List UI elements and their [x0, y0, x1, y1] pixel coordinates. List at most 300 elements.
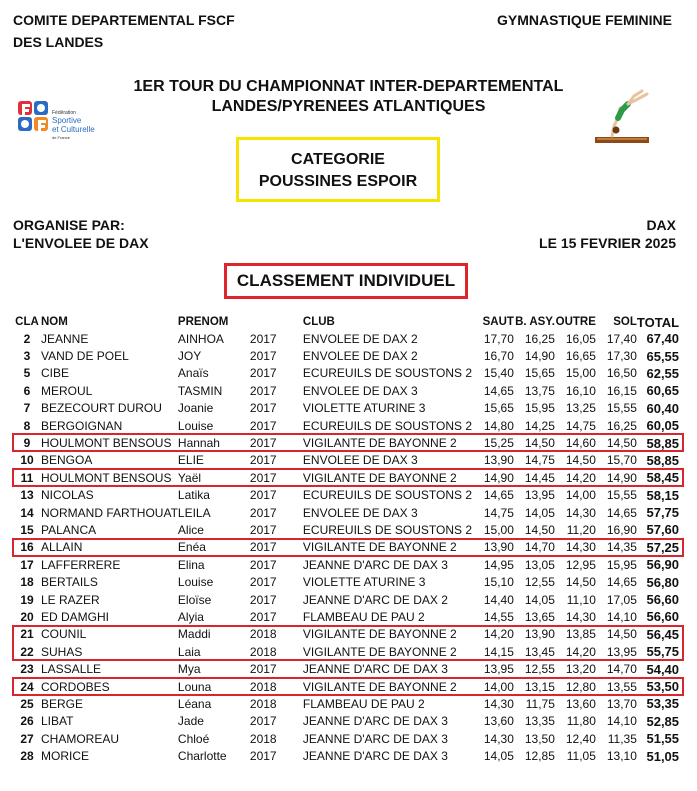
cell-total: 56,80	[646, 574, 680, 590]
cell-poutre: 14,30	[565, 540, 596, 555]
logo-caption-4: de France	[52, 135, 71, 140]
cell-prenom: Joanie	[177, 401, 214, 416]
cell-saut: 14,40	[483, 592, 514, 607]
table-header-row	[13, 314, 679, 330]
cell-sol: 15,55	[606, 488, 637, 503]
cell-year: 2017	[249, 488, 277, 503]
cell-sol: 16,50	[606, 366, 637, 381]
competition-title: 1ER TOUR DU CHAMPIONNAT INTER-DEPARTEMENTAL	[133, 78, 564, 95]
cell-club: VIGILANTE DE BAYONNE 2	[302, 540, 457, 555]
cell-cla: 8	[23, 418, 31, 433]
category-box	[236, 137, 440, 202]
cell-poutre: 14,50	[565, 575, 596, 590]
cell-sol: 13,10	[606, 749, 637, 764]
cell-nom: BERGOIGNAN	[41, 418, 123, 433]
cell-sol: 14,65	[606, 505, 637, 520]
cell-club: ECUREUILS DE SOUSTONS 2	[302, 366, 473, 381]
cell-saut: 17,70	[483, 331, 514, 346]
cell-saut: 15,10	[483, 575, 514, 590]
cell-club: FLAMBEAU DE PAU 2	[302, 609, 425, 624]
cell-cla: 16	[20, 540, 34, 555]
cell-poutre: 14,50	[565, 453, 596, 468]
organiser-name: L'ENVOLEE DE DAX	[13, 235, 149, 251]
cell-year: 2017	[249, 522, 277, 537]
cell-asy: 13,90	[524, 627, 555, 642]
cell-saut: 14,80	[483, 418, 514, 433]
cell-prenom: Eloïse	[177, 592, 212, 607]
cell-cla: 9	[23, 436, 31, 451]
cell-year: 2017	[249, 662, 277, 677]
cell-sol: 14,90	[606, 470, 637, 485]
cell-poutre: 11,05	[566, 749, 596, 764]
cell-nom: BERGE	[41, 696, 84, 711]
cell-prenom: Léana	[177, 696, 212, 711]
cell-saut: 13,60	[483, 714, 514, 729]
cell-total: 56,45	[646, 626, 680, 642]
cell-prenom: Louna	[177, 679, 212, 694]
cell-cla: 3	[23, 349, 31, 364]
cell-poutre: 13,60	[565, 696, 596, 711]
cell-year: 2017	[249, 470, 277, 485]
cell-nom: NORMAND FARTHOUAT	[41, 505, 178, 520]
cell-saut: 13,95	[483, 662, 514, 677]
cell-saut: 14,15	[483, 644, 514, 659]
cell-prenom: Jade	[177, 714, 204, 729]
cell-cla: 27	[20, 731, 34, 746]
cell-saut: 14,65	[483, 383, 514, 398]
table-row	[13, 521, 679, 538]
cell-nom: BENGOA	[41, 453, 93, 468]
cell-year: 2017	[249, 749, 277, 764]
cell-saut: 15,00	[483, 522, 514, 537]
cell-prenom: Chloé	[177, 731, 210, 746]
cell-club: ENVOLEE DE DAX 2	[302, 349, 418, 364]
cell-year: 2017	[249, 575, 277, 590]
cell-club: JEANNE D'ARC DE DAX 3	[302, 749, 448, 764]
cell-poutre: 13,25	[565, 401, 596, 416]
cell-year: 2017	[249, 609, 277, 624]
cell-asy: 14,90	[524, 349, 555, 364]
event-date: LE 15 FEVRIER 2025	[539, 235, 676, 251]
cell-club: ENVOLEE DE DAX 3	[302, 453, 418, 468]
cell-sol: 14,50	[606, 627, 637, 642]
cell-prenom: Anaïs	[177, 366, 209, 381]
cell-club: JEANNE D'ARC DE DAX 2	[302, 592, 448, 607]
cell-year: 2017	[249, 436, 277, 451]
cell-asy: 13,95	[524, 488, 555, 503]
cell-club: ENVOLEE DE DAX 3	[302, 383, 418, 398]
cell-prenom: TASMIN	[177, 383, 223, 398]
cell-poutre: 16,65	[565, 349, 596, 364]
cell-poutre: 11,20	[566, 522, 596, 537]
cell-asy: 11,75	[525, 696, 555, 711]
cell-cla: 5	[23, 366, 31, 381]
cell-total: 57,60	[646, 522, 680, 538]
cell-saut: 13,90	[483, 540, 514, 555]
fscf-logo	[18, 101, 118, 143]
cell-asy: 14,25	[524, 418, 555, 433]
col-cla: CLA	[15, 316, 39, 328]
cell-total: 56,60	[646, 609, 680, 625]
cell-nom: PALANCA	[41, 522, 97, 537]
cell-total: 67,40	[646, 331, 680, 347]
cell-poutre: 12,40	[565, 731, 596, 746]
organiser-label: ORGANISE PAR:	[13, 217, 125, 233]
cell-sol: 11,35	[607, 731, 637, 746]
cell-asy: 13,65	[524, 609, 555, 624]
cell-nom: LE RAZER	[41, 592, 100, 607]
highlight-box	[12, 468, 684, 487]
cell-cla: 17	[20, 557, 34, 572]
cell-prenom: Latika	[177, 488, 210, 503]
cell-sol: 14,65	[606, 575, 637, 590]
cell-saut: 14,05	[483, 749, 514, 764]
cell-nom: VAND DE POEL	[41, 349, 129, 364]
cell-total: 54,40	[646, 661, 680, 677]
cell-sol: 16,15	[606, 383, 637, 398]
cell-sol: 14,10	[606, 714, 637, 729]
cell-asy: 13,35	[524, 714, 555, 729]
col-saut: SAUT	[482, 316, 514, 328]
cell-club: JEANNE D'ARC DE DAX 3	[302, 662, 448, 677]
cell-total: 55,75	[646, 644, 680, 660]
cell-sol: 13,55	[606, 679, 637, 694]
cell-cla: 28	[20, 749, 34, 764]
highlight-box	[12, 538, 684, 557]
cell-poutre: 14,75	[565, 418, 596, 433]
cell-nom: BEZECOURT DUROU	[41, 401, 162, 416]
table-row	[13, 487, 679, 504]
logo-caption-2: Sportive	[52, 116, 82, 125]
cell-nom: MEROUL	[41, 383, 93, 398]
table-row	[13, 695, 679, 712]
cell-asy: 12,55	[524, 662, 555, 677]
table-row	[13, 365, 679, 382]
cell-saut: 15,40	[483, 366, 514, 381]
cell-club: JEANNE D'ARC DE DAX 3	[302, 557, 448, 572]
cell-sol: 16,90	[606, 522, 637, 537]
cell-saut: 14,55	[483, 609, 514, 624]
cell-cla: 2	[23, 331, 31, 346]
committee-region: DES LANDES	[13, 34, 104, 50]
table-row	[13, 591, 679, 608]
table-row	[13, 347, 679, 364]
cell-prenom: Elina	[177, 557, 205, 572]
highlight-box	[12, 433, 684, 452]
cell-sol: 14,70	[606, 662, 637, 677]
cell-total: 53,50	[646, 679, 680, 694]
highlight-box	[12, 677, 684, 696]
cell-total: 60,05	[646, 418, 680, 434]
cell-poutre: 14,60	[565, 436, 596, 451]
cell-nom: CIBE	[41, 366, 70, 381]
cell-year: 2017	[249, 366, 277, 381]
cell-prenom: Charlotte	[177, 749, 227, 764]
cell-sol: 17,40	[606, 331, 637, 346]
cell-prenom: Mya	[177, 662, 201, 677]
cell-poutre: 14,20	[565, 470, 596, 485]
cell-saut: 14,30	[483, 731, 514, 746]
cell-club: VIOLETTE ATURINE 3	[302, 401, 426, 416]
cell-prenom: LEILA	[177, 505, 211, 520]
cell-club: ECUREUILS DE SOUSTONS 2	[302, 418, 473, 433]
cell-nom: LIBAT	[41, 714, 74, 729]
cell-sol: 15,95	[606, 557, 637, 572]
logo-caption-1: Fédération	[52, 110, 76, 116]
cell-saut: 15,25	[483, 436, 514, 451]
cell-year: 2017	[249, 714, 277, 729]
cell-prenom: Hannah	[177, 436, 220, 451]
category-name: POUSSINES ESPOIR	[258, 173, 418, 190]
cell-nom: HOULMONT BENSOUS	[41, 436, 172, 451]
cell-saut: 14,65	[483, 488, 514, 503]
cell-asy: 15,65	[524, 366, 555, 381]
cell-asy: 16,25	[524, 331, 555, 346]
cell-total: 60,65	[646, 383, 680, 399]
cell-sol: 14,10	[606, 609, 637, 624]
cell-saut: 14,95	[483, 557, 514, 572]
cell-poutre: 11,80	[566, 714, 596, 729]
cell-prenom: ELIE	[177, 453, 204, 468]
cell-prenom: Alyia	[177, 609, 204, 624]
col-asy: B. ASY.	[515, 316, 555, 328]
cell-total: 57,75	[646, 505, 680, 521]
table-row	[13, 504, 679, 521]
cell-club: VIOLETTE ATURINE 3	[302, 575, 426, 590]
cell-club: JEANNE D'ARC DE DAX 3	[302, 714, 448, 729]
table-row	[13, 382, 679, 399]
cell-sol: 14,35	[606, 540, 637, 555]
col-prenom: PRENOM	[177, 316, 229, 328]
cell-club: VIGILANTE DE BAYONNE 2	[302, 470, 457, 485]
cell-total: 65,55	[646, 348, 680, 364]
cell-sol: 15,55	[606, 401, 637, 416]
cell-total: 60,40	[646, 400, 680, 416]
cell-club: JEANNE D'ARC DE DAX 3	[302, 731, 448, 746]
cell-total: 57,25	[646, 539, 680, 555]
cell-cla: 18	[20, 575, 34, 590]
cell-total: 51,05	[646, 748, 680, 764]
col-year	[250, 314, 303, 330]
event-place: DAX	[646, 217, 676, 233]
cell-sol: 16,25	[606, 418, 637, 433]
highlight-box	[12, 625, 684, 661]
cell-saut: 14,90	[483, 470, 514, 485]
cell-year: 2018	[249, 679, 277, 694]
cell-asy: 13,45	[524, 644, 555, 659]
cell-nom: SUHAS	[41, 644, 83, 659]
col-poutre: OUTRE	[555, 316, 596, 328]
cell-year: 2018	[249, 627, 277, 642]
cell-poutre: 11,10	[566, 592, 596, 607]
cell-prenom: Alice	[177, 522, 204, 537]
cell-sol: 14,50	[606, 436, 637, 451]
logo-caption-3: et Culturelle	[52, 125, 95, 134]
cell-prenom: Enéa	[177, 540, 206, 555]
cell-club: VIGILANTE DE BAYONNE 2	[302, 644, 457, 659]
cell-poutre: 14,00	[565, 488, 596, 503]
discipline-label: GYMNASTIQUE FEMININE	[497, 12, 673, 28]
cell-saut: 15,65	[483, 401, 514, 416]
table-row	[13, 452, 679, 469]
cell-year: 2017	[249, 331, 277, 346]
cell-prenom: JOY	[177, 349, 202, 364]
col-nom: NOM	[41, 316, 68, 328]
gymnast-beam-icon	[592, 88, 652, 146]
cell-cla: 10	[20, 453, 34, 468]
cell-cla: 14	[20, 505, 34, 520]
cell-prenom: Laia	[177, 644, 201, 659]
cell-asy: 14,50	[524, 436, 555, 451]
cell-nom: LAFFERRERE	[41, 557, 121, 572]
cell-cla: 13	[20, 488, 34, 503]
table-row	[13, 747, 679, 764]
cell-year: 2017	[249, 349, 277, 364]
cell-cla: 19	[20, 592, 34, 607]
cell-saut: 14,75	[483, 505, 514, 520]
cell-club: VIGILANTE DE BAYONNE 2	[302, 679, 457, 694]
cell-prenom: Yaël	[177, 470, 202, 485]
cell-asy: 14,05	[524, 592, 555, 607]
cell-cla: 22	[20, 644, 34, 659]
cell-cla: 7	[23, 401, 31, 416]
cell-poutre: 14,30	[565, 609, 596, 624]
cell-club: FLAMBEAU DE PAU 2	[302, 696, 425, 711]
cell-sol: 17,05	[606, 592, 637, 607]
cell-year: 2018	[249, 696, 277, 711]
cell-poutre: 12,80	[565, 679, 596, 694]
table-row	[13, 730, 679, 747]
cell-year: 2017	[249, 557, 277, 572]
committee-name: COMITE DEPARTEMENTAL FSCF	[13, 12, 235, 28]
col-total: TOTAL	[636, 314, 680, 330]
cell-year: 2018	[249, 644, 277, 659]
cell-nom: COUNIL	[41, 627, 87, 642]
cell-total: 58,85	[646, 435, 680, 451]
cell-nom: JEANNE	[41, 331, 89, 346]
cell-club: ECUREUILS DE SOUSTONS 2	[302, 488, 473, 503]
cell-nom: ED DAMGHI	[41, 609, 110, 624]
cell-poutre: 13,85	[565, 627, 596, 642]
cell-cla: 23	[20, 662, 34, 677]
cell-total: 58,15	[646, 487, 680, 503]
cell-year: 2018	[249, 731, 277, 746]
cell-nom: CORDOBES	[41, 679, 110, 694]
cell-club: ECUREUILS DE SOUSTONS 2	[302, 522, 473, 537]
cell-poutre: 16,10	[565, 383, 596, 398]
table-row	[13, 660, 679, 677]
cell-asy: 12,85	[524, 749, 555, 764]
col-club: CLUB	[302, 316, 335, 328]
cell-cla: 11	[20, 470, 34, 485]
cell-cla: 6	[23, 383, 31, 398]
cell-total: 58,85	[646, 452, 680, 468]
cell-asy: 13,15	[524, 679, 555, 694]
cell-poutre: 12,95	[565, 557, 596, 572]
cell-asy: 14,75	[524, 453, 555, 468]
table-row	[13, 330, 679, 347]
cell-saut: 14,00	[483, 679, 514, 694]
cell-saut: 14,30	[483, 696, 514, 711]
cell-poutre: 13,20	[565, 662, 596, 677]
cell-club: ENVOLEE DE DAX 3	[302, 505, 418, 520]
cell-club: VIGILANTE DE BAYONNE 2	[302, 627, 457, 642]
cell-saut: 13,90	[483, 453, 514, 468]
cell-asy: 13,75	[524, 383, 555, 398]
cell-total: 52,85	[646, 713, 680, 729]
cell-sol: 17,30	[606, 349, 637, 364]
cell-asy: 12,55	[524, 575, 555, 590]
cell-cla: 25	[20, 696, 34, 711]
cell-year: 2017	[249, 453, 277, 468]
cell-year: 2017	[249, 540, 277, 555]
cell-cla: 15	[20, 522, 34, 537]
cell-asy: 13,05	[524, 557, 555, 572]
table-row	[13, 713, 679, 730]
cell-poutre: 14,30	[565, 505, 596, 520]
cell-nom: HOULMONT BENSOUS	[41, 470, 172, 485]
cell-nom: LASSALLE	[41, 662, 102, 677]
cell-cla: 21	[20, 627, 34, 642]
cell-total: 62,55	[646, 365, 680, 381]
competition-subtitle: LANDES/PYRENEES ATLANTIQUES	[211, 98, 486, 115]
cell-poutre: 16,05	[565, 331, 596, 346]
cell-saut: 16,70	[483, 349, 514, 364]
category-label: CATEGORIE	[291, 151, 385, 168]
cell-prenom: Louise	[177, 575, 214, 590]
cell-year: 2017	[249, 401, 277, 416]
cell-asy: 14,45	[524, 470, 555, 485]
cell-cla: 20	[20, 609, 34, 624]
cell-saut: 14,20	[483, 627, 514, 642]
cell-asy: 14,05	[524, 505, 555, 520]
cell-sol: 13,95	[606, 644, 637, 659]
cell-sol: 13,70	[606, 696, 637, 711]
cell-nom: CHAMOREAU	[41, 731, 120, 746]
cell-asy: 14,70	[524, 540, 555, 555]
cell-nom: BERTAILS	[41, 575, 98, 590]
cell-total: 56,90	[646, 557, 680, 573]
table-row	[13, 417, 679, 434]
cell-year: 2017	[249, 383, 277, 398]
cell-total: 56,60	[646, 592, 680, 608]
cell-total: 58,45	[646, 470, 680, 486]
table-row	[13, 573, 679, 590]
cell-asy: 15,95	[524, 401, 555, 416]
col-sol: SOL	[613, 316, 637, 328]
table-row	[13, 608, 679, 625]
cell-poutre: 15,00	[565, 366, 596, 381]
cell-poutre: 14,20	[565, 644, 596, 659]
cell-club: VIGILANTE DE BAYONNE 2	[302, 436, 457, 451]
cell-year: 2017	[249, 418, 277, 433]
cell-prenom: Maddi	[177, 627, 211, 642]
table-row	[13, 556, 679, 573]
cell-prenom: Louise	[177, 418, 214, 433]
cell-nom: NICOLAS	[41, 488, 94, 503]
cell-total: 51,55	[646, 731, 680, 747]
cell-club: ENVOLEE DE DAX 2	[302, 331, 418, 346]
cell-cla: 24	[20, 679, 34, 694]
cell-year: 2017	[249, 505, 277, 520]
table-row	[13, 400, 679, 417]
cell-total: 53,35	[646, 696, 680, 712]
cell-cla: 26	[20, 714, 34, 729]
cell-nom: ALLAIN	[41, 540, 83, 555]
cell-asy: 13,50	[524, 731, 555, 746]
cell-nom: MORICE	[41, 749, 89, 764]
cell-asy: 14,50	[524, 522, 555, 537]
